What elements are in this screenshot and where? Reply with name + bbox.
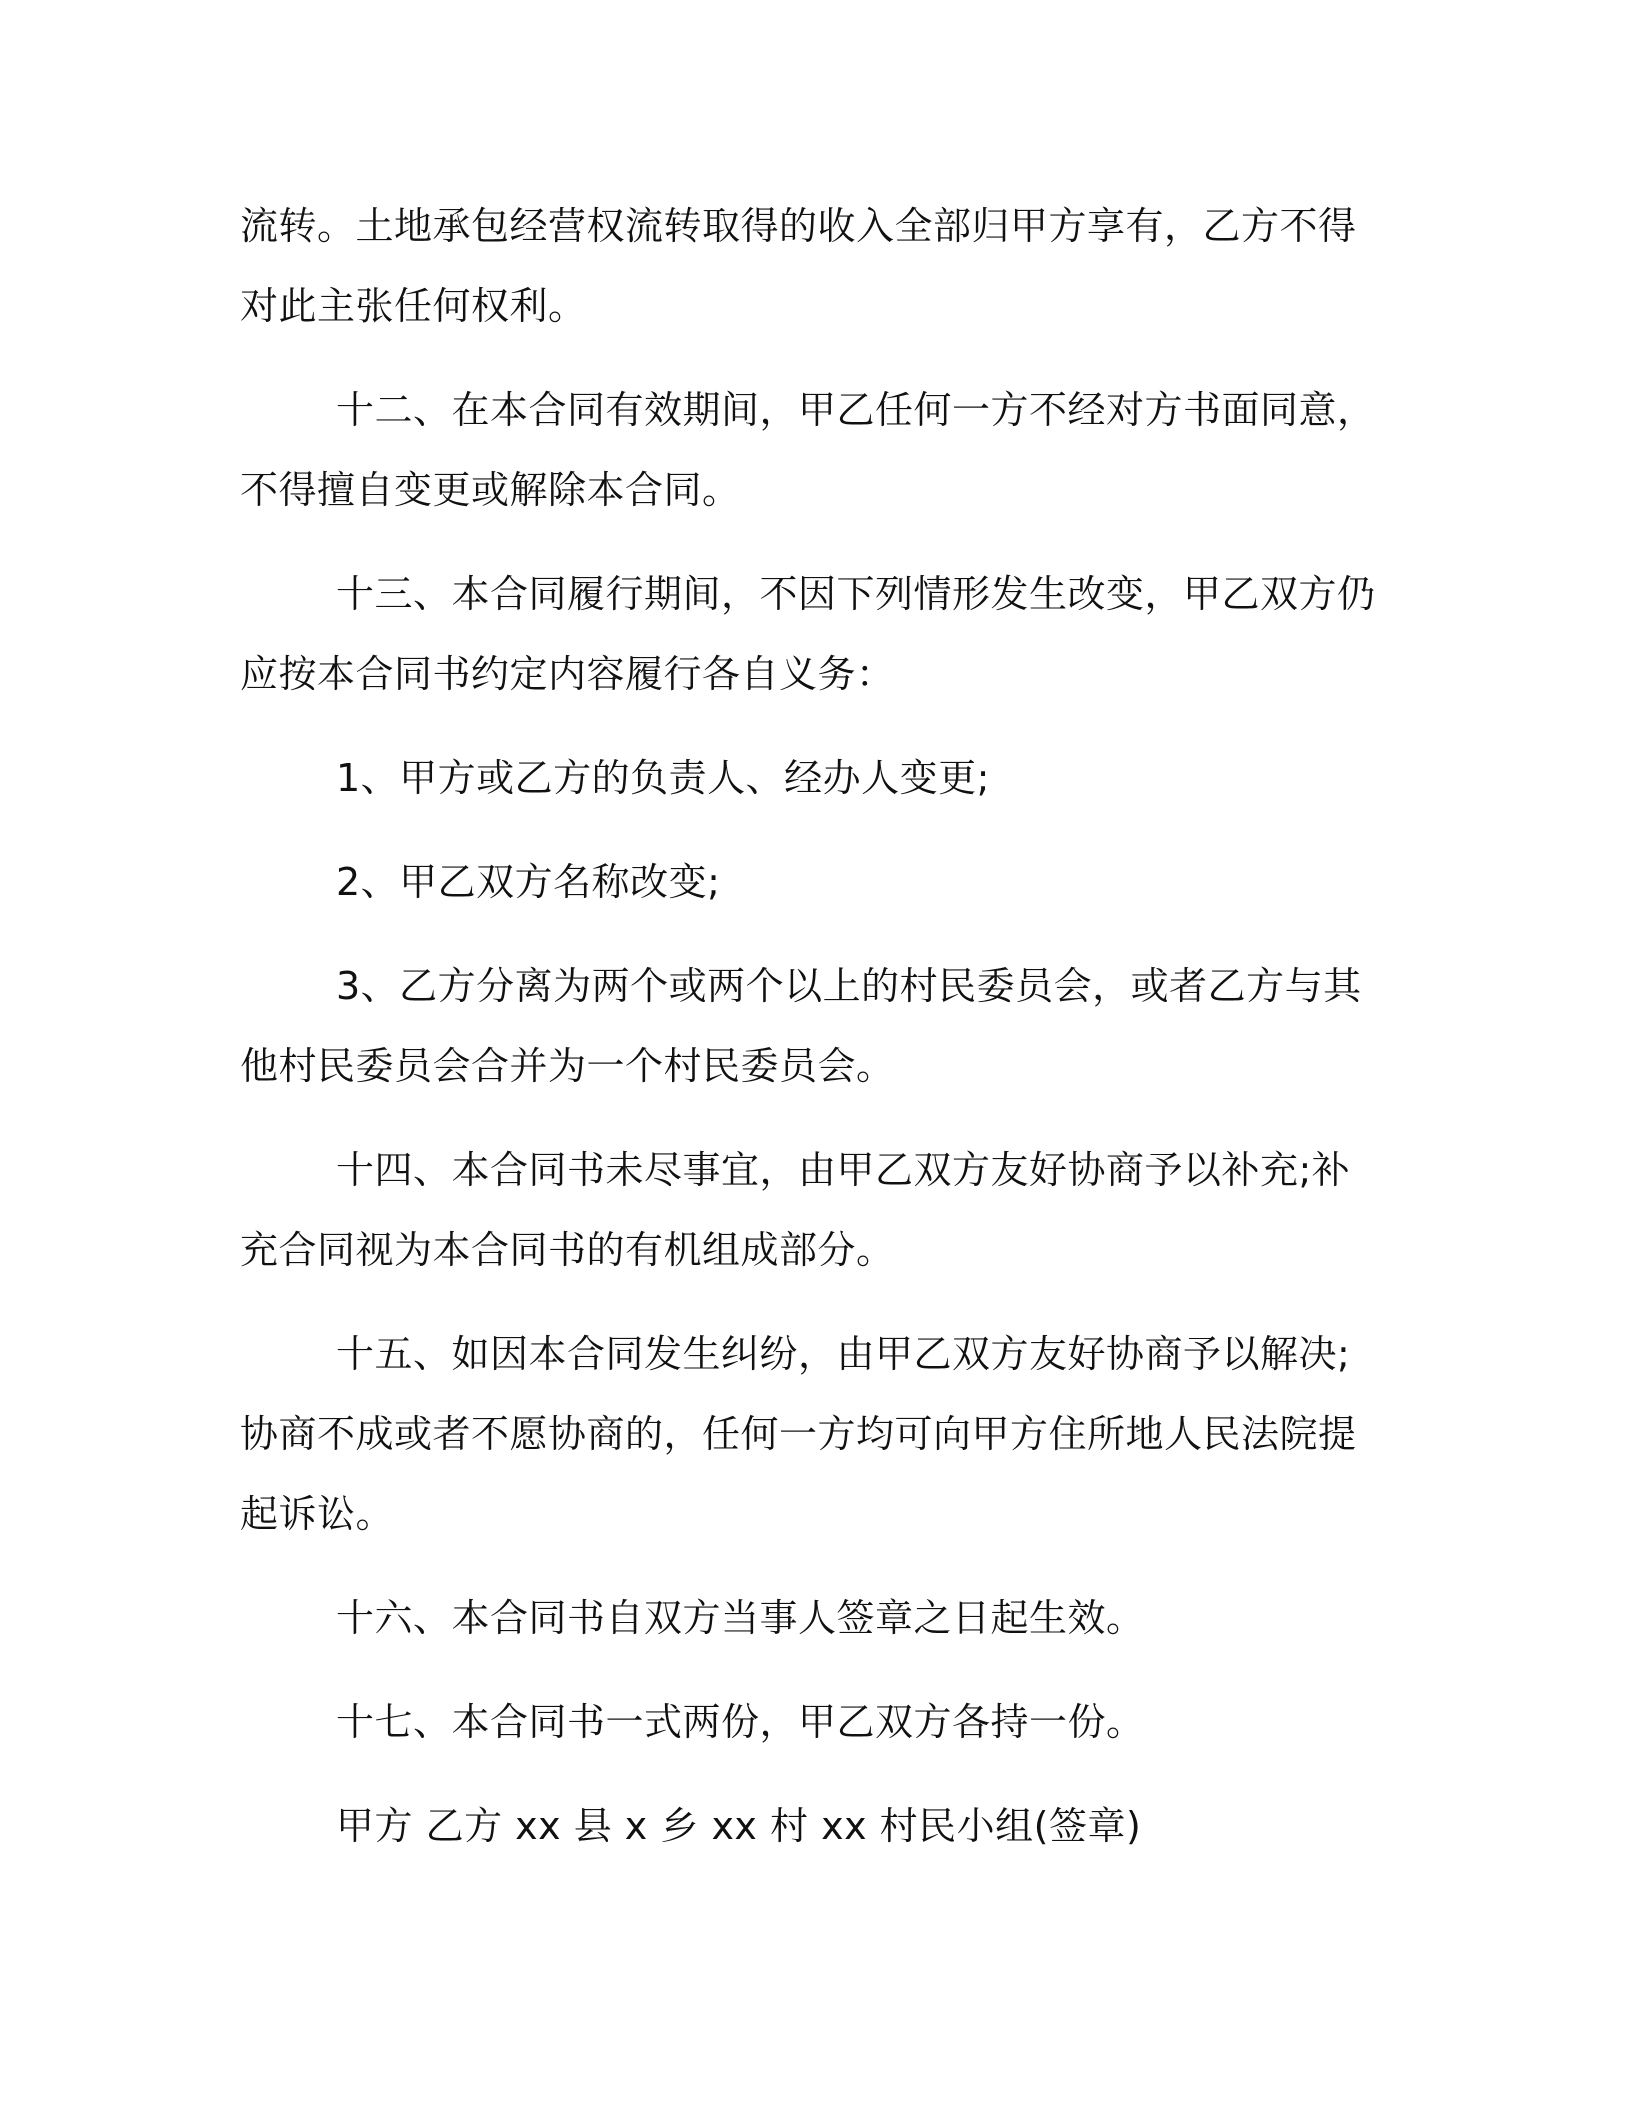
paragraph-item-1: 1、甲方或乙方的负责人、经办人变更; [336, 756, 990, 800]
paragraph-clause-13: 十三、本合同履行期间，不因下列情形发生改变，甲乙双方仍应按本合同书约定内容履行各自义务： [240, 572, 1376, 696]
paragraph-clause-14: 十四、本合同书未尽事宜，由甲乙双方友好协商予以补充;补充合同视为本合同书的有机组成部分。 [240, 1148, 1351, 1272]
paragraph-clause-12: 十二、在本合同有效期间，甲乙任何一方不经对方书面同意，不得擅自变更或解除本合同。 [240, 388, 1376, 512]
paragraph-continuation: 流转。土地承包经营权流转取得的收入全部归甲方享有，乙方不得对此主张任何权利。 [240, 204, 1357, 328]
paragraph-clause-17: 十七、本合同书一式两份，甲乙双方各持一份。 [336, 1700, 1145, 1744]
document-body [240, 186, 1380, 1890]
paragraph-item-3: 3、乙方分离为两个或两个以上的村民委员会，或者乙方与其他村民委员会合并为一个村民委员会。 [240, 964, 1362, 1088]
paragraph-clause-16: 十六、本合同书自双方当事人签章之日起生效。 [336, 1596, 1145, 1640]
signature-line: 甲方 乙方 xx 县 x 乡 xx 村 xx 村民小组(签章) [336, 1804, 1142, 1848]
paragraph-clause-15: 十五、如因本合同发生纠纷，由甲乙双方友好协商予以解决;协商不成或者不愿协商的，任何一方均可向甲方住所地人民法院提起诉讼。 [240, 1332, 1357, 1536]
paragraph-item-2: 2、甲乙双方名称改变; [336, 860, 721, 904]
